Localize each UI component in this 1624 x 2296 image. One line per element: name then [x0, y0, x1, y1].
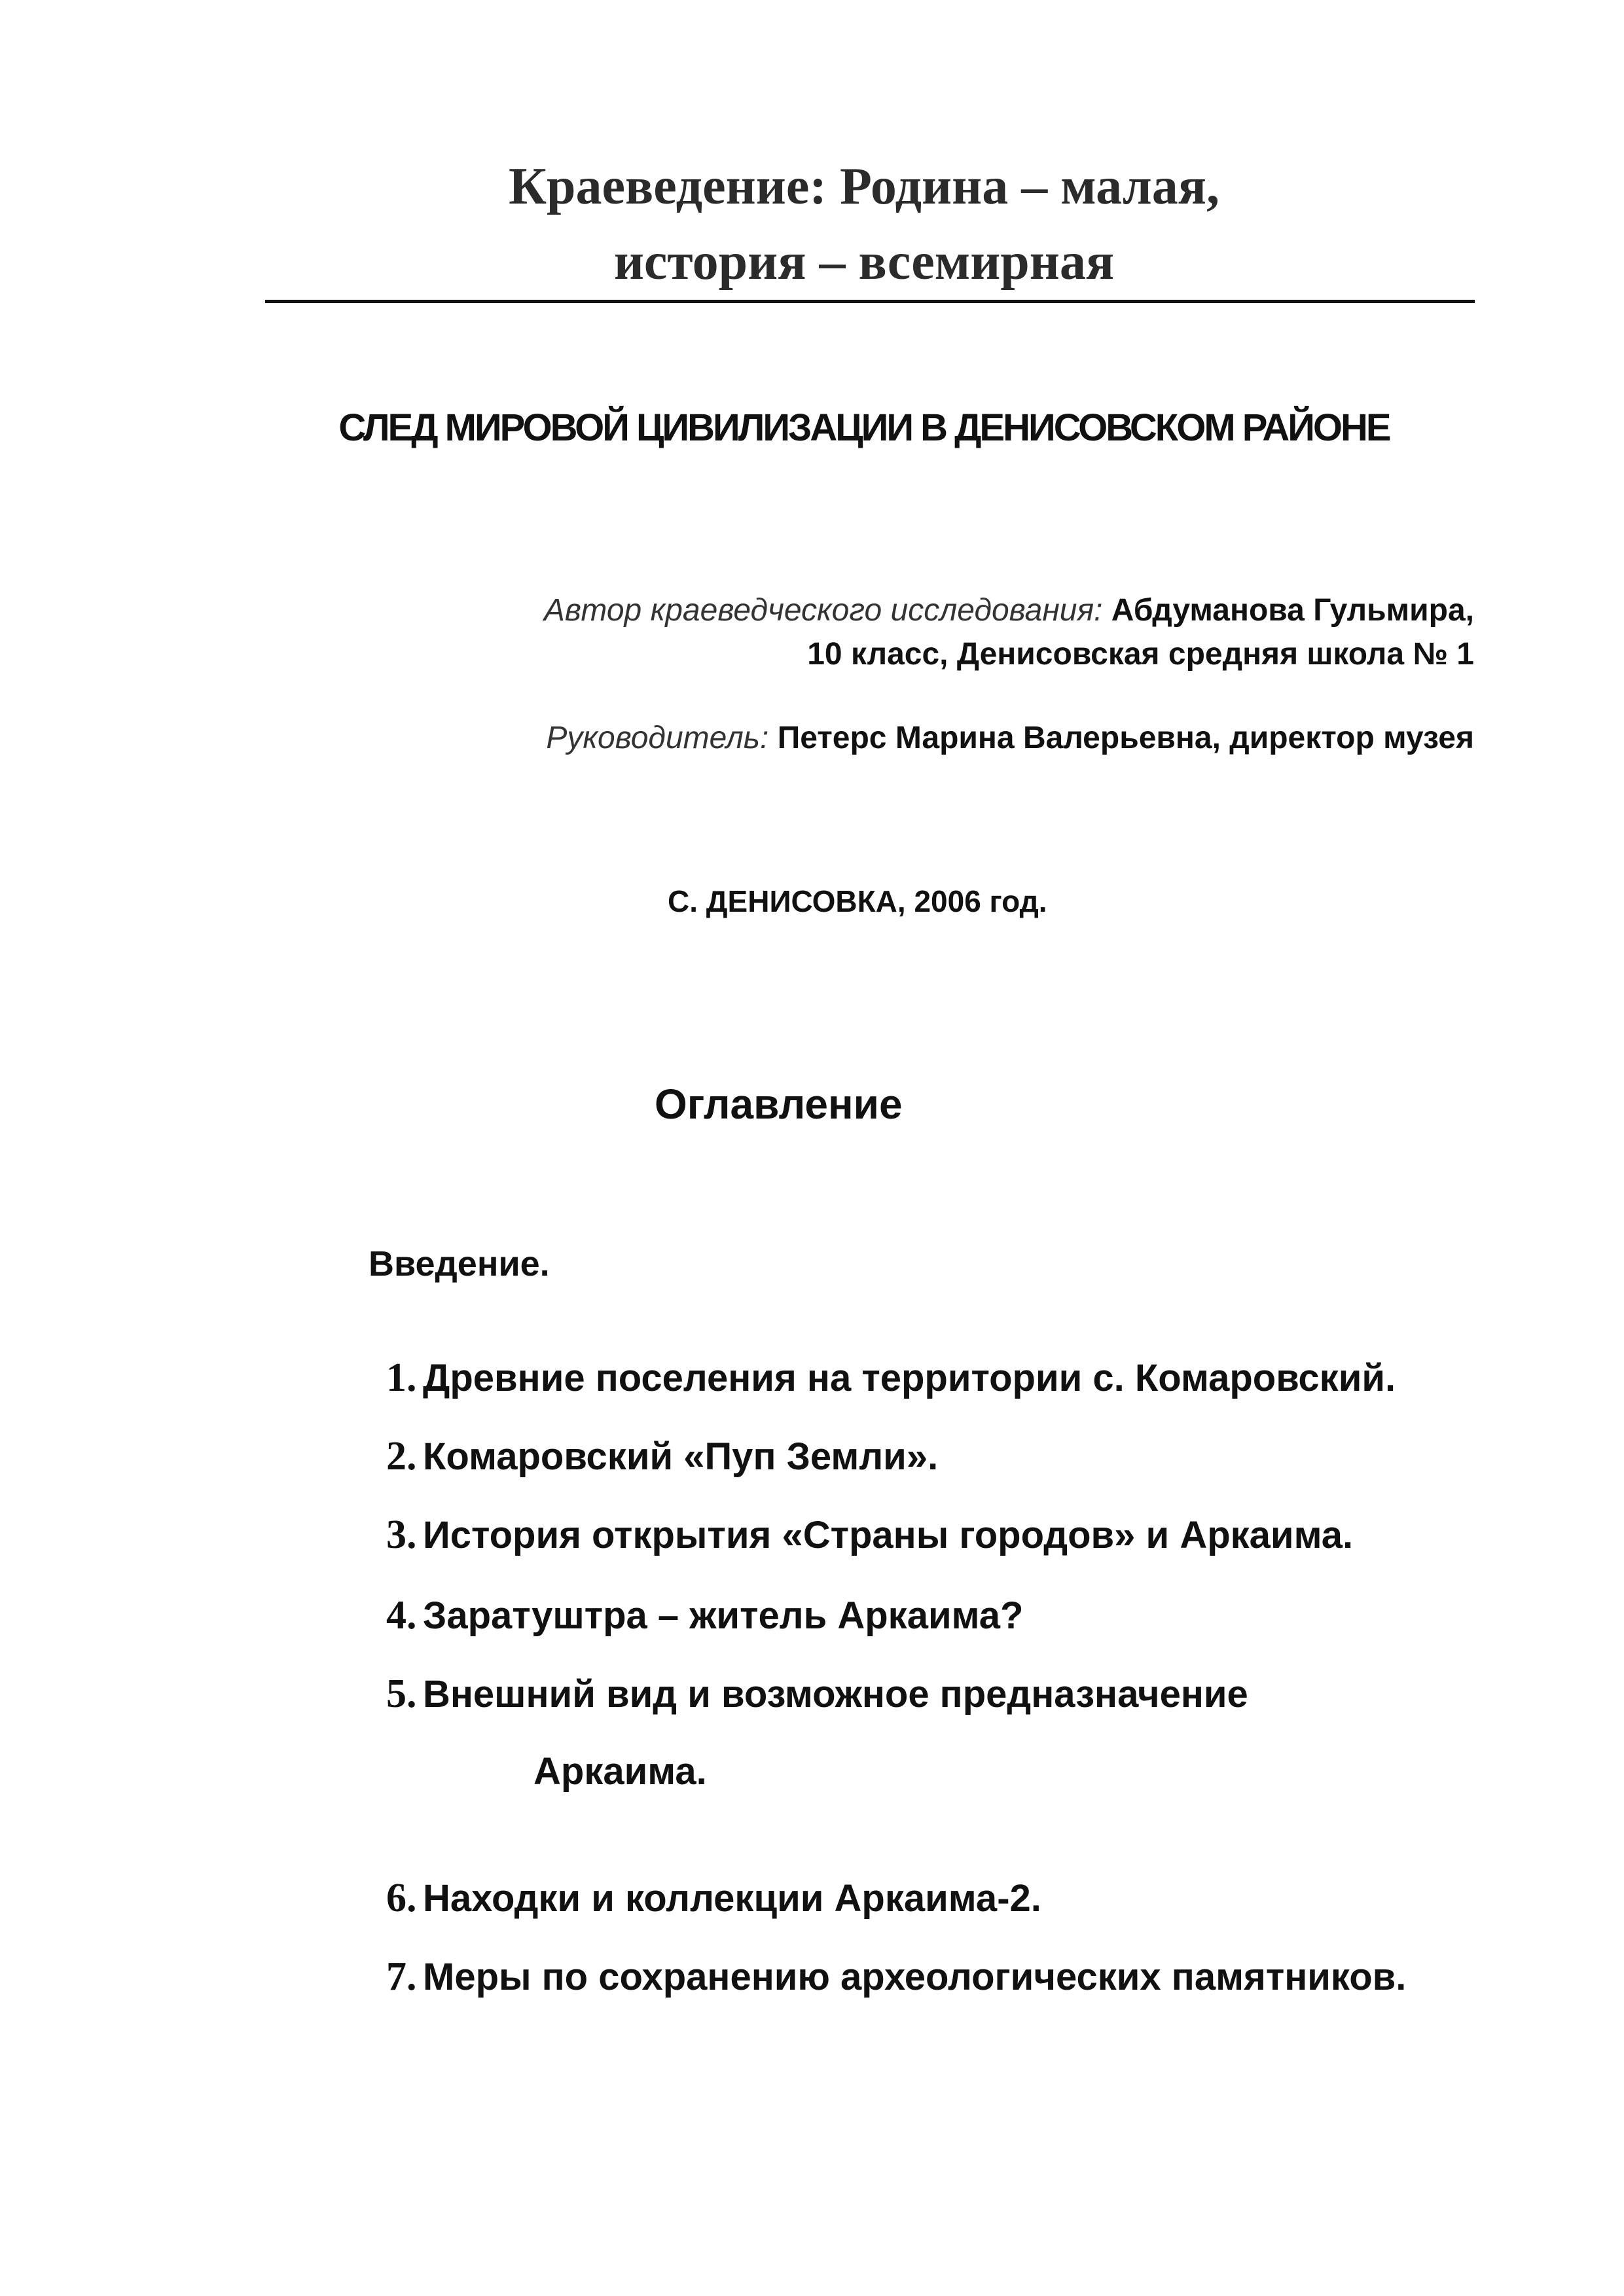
author-line [544, 592, 1474, 628]
toc-item-number: 6. [386, 1876, 417, 1920]
toc-item-number: 1. [386, 1355, 417, 1400]
toc-item-6 [386, 1875, 1041, 1922]
supervisor-line [546, 720, 1474, 756]
toc-item-3 [386, 1512, 1353, 1558]
toc-item-1 [386, 1355, 1396, 1401]
toc-heading: Оглавление [655, 1081, 903, 1128]
toc-item-number: 5. [386, 1672, 417, 1716]
toc-item-number: 4. [386, 1593, 417, 1638]
toc-item-number: 3. [386, 1513, 417, 1557]
toc-item-2 [386, 1433, 938, 1480]
place-year: С. ДЕНИСОВКА, 2006 год. [668, 884, 1047, 918]
toc-item-text: Заратуштра – житель Аркаима? [423, 1594, 1024, 1637]
toc-item-text: История открытия «Страны городов» и Аркаима. [423, 1514, 1354, 1556]
author-name: Абдуманова Гульмира, [1111, 593, 1474, 628]
supervisor-label: Руководитель: [546, 721, 769, 755]
toc-item-4 [386, 1592, 1023, 1639]
toc-item-text: Меры по сохранению археологических памятников. [423, 1956, 1407, 1998]
toc-item-number: 7. [386, 1954, 417, 1999]
toc-item-5 [386, 1671, 1248, 1717]
toc-item-number: 2. [386, 1434, 417, 1479]
supervisor-name: Петерс Марина Валерьевна, директор музея [777, 721, 1474, 755]
toc-item-text: Комаровский «Пуп Земли». [423, 1435, 939, 1478]
toc-item-text: Находки и коллекции Аркаима-2. [423, 1877, 1041, 1920]
work-title: СЛЕД МИРОВОЙ ЦИВИЛИЗАЦИИ В ДЕНИСОВСКОМ РАЙОНЕ [338, 406, 1390, 449]
header-divider [265, 300, 1475, 303]
author-label: Автор краеведческого исследования: [543, 593, 1103, 628]
series-title-line-1: Краеведение: Родина – малая, [508, 158, 1219, 215]
toc-intro: Введение. [369, 1244, 550, 1283]
toc-item-5-continuation: Аркаима. [533, 1750, 707, 1793]
toc-item-text: Внешний вид и возможное предназначение [423, 1673, 1248, 1715]
series-title-line-2: история – всемирная [613, 233, 1115, 291]
toc-item-7 [386, 1954, 1406, 2000]
toc-item-text: Древние поселения на территории с. Комаровский. [423, 1357, 1396, 1399]
author-school: 10 класс, Денисовская средняя школа № 1 [807, 637, 1474, 672]
